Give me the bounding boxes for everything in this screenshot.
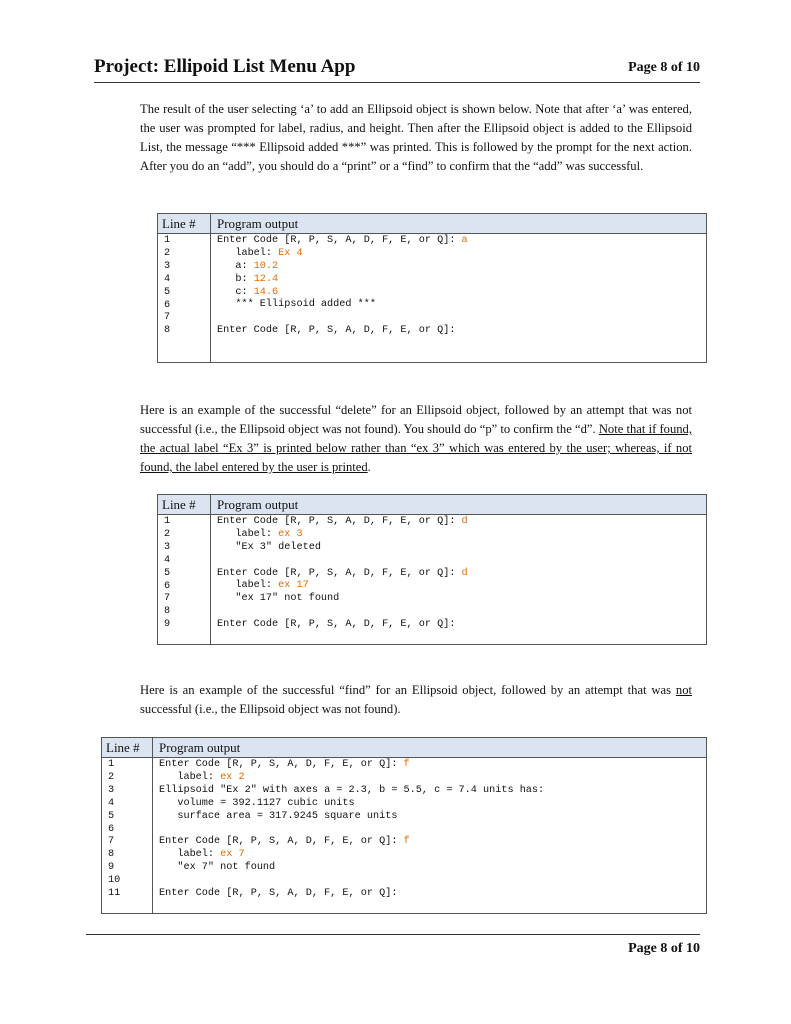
paragraph-text-underlined: Note that if found, the actual label “Ex 3” is printed below rather than “ex 3” which was entered by the user; whereas, if not found, the label entered by the user is printed — [140, 422, 692, 474]
user-input-text: ex 3 — [278, 528, 303, 540]
user-input-text: d — [461, 516, 468, 527]
output-line — [217, 580, 468, 593]
output-text: Enter Code [R, P, S, A, D, F, E, or Q]: — [159, 836, 404, 848]
table-header — [102, 738, 706, 758]
output-text: b: — [217, 273, 254, 285]
output-line — [217, 248, 468, 261]
paragraph-find-description — [140, 681, 692, 719]
output-table-find — [101, 737, 707, 914]
output-text: Ellipsoid "Ex 2" with axes a = 2.3, b = 5.5, c = 7.4 units has: — [159, 784, 545, 796]
output-line — [159, 836, 544, 849]
user-input-text: f — [403, 759, 410, 770]
user-input-text: ex 17 — [278, 580, 309, 592]
output-line — [217, 606, 468, 619]
line-numbers: 1 2 3 4 5 6 7 8 9 — [164, 516, 171, 631]
output-text: Enter Code [R, P, S, A, D, F, E, or Q]: — [217, 325, 456, 337]
output-line — [159, 811, 544, 824]
output-line — [217, 542, 468, 555]
page-header — [94, 56, 700, 83]
output-line — [159, 798, 544, 811]
user-input-text: d — [461, 567, 468, 579]
table-header — [158, 495, 706, 515]
line-numbers: 1 2 3 4 5 6 7 8 9 10 11 — [108, 759, 121, 900]
paragraph-text: The result of the user selecting ‘a’ to add an Ellipsoid object is shown below. Note that after ‘a’ was entered, the user was prompted for label, radius, and height. Then after the Ellipsoid object is added to the Ellipsoid List, the message “*** Ellipsoid added ***” was printed. This is followed by the prompt for the next action. After you do an “add”, you should do a “print” or a “find” to confirm that the “add” was successful. — [140, 102, 692, 173]
output-text: *** Ellipsoid added *** — [217, 299, 376, 311]
output-line — [217, 325, 468, 338]
program-output — [217, 516, 468, 632]
paragraph-text-end: . — [367, 460, 371, 474]
output-line — [159, 888, 544, 901]
output-line — [159, 849, 544, 862]
paragraph-text-underlined: not — [675, 683, 692, 697]
paragraph-text-plain: Here is an example of the successful “delete” for an Ellipsoid object, followed by an attempt that was not successful (i.e., the Ellipsoid object was not found). You should do “p” to confirm the “d”. — [140, 403, 692, 436]
output-table-add — [157, 213, 707, 363]
user-input-text: 14.6 — [253, 286, 279, 298]
output-line — [217, 529, 468, 542]
output-line — [217, 274, 468, 287]
output-line — [217, 568, 468, 581]
output-text: label: — [217, 528, 279, 540]
output-line — [217, 312, 468, 325]
paragraph-text-before: Here is an example of the successful “find” for an Ellipsoid object, followed by an attempt that was — [140, 683, 676, 697]
output-text: Enter Code [R, P, S, A, D, F, E, or Q]: — [217, 619, 456, 631]
output-line — [159, 772, 544, 785]
output-line — [217, 593, 468, 606]
page-footer — [86, 934, 700, 956]
user-input-text: ex 7 — [220, 849, 245, 861]
user-input-text: f — [403, 836, 410, 848]
user-input-text: 12.4 — [253, 273, 279, 285]
output-table-delete — [157, 494, 707, 645]
output-text: "Ex 3" deleted — [217, 541, 321, 553]
output-line — [159, 785, 544, 798]
paragraph-delete-description — [140, 401, 692, 477]
column-header-output: Program output — [217, 497, 299, 512]
user-input-text: 10.2 — [253, 260, 279, 272]
footer-page-number: Page 8 of 10 — [628, 941, 700, 956]
output-text: c: — [217, 286, 254, 298]
output-text: label: — [159, 771, 221, 783]
output-text: "ex 17" not found — [217, 593, 340, 605]
line-numbers: 1 2 3 4 5 6 7 8 — [164, 235, 171, 337]
program-output — [159, 759, 544, 901]
column-divider — [210, 495, 211, 644]
output-text: label: — [217, 580, 279, 592]
table-header — [158, 214, 706, 234]
output-line — [217, 261, 468, 274]
output-line — [159, 759, 544, 772]
output-line — [217, 516, 468, 529]
output-text: label: — [159, 849, 221, 861]
document-title: Project: Ellipoid List Menu App — [94, 56, 356, 77]
column-header-output: Program output — [217, 216, 299, 231]
output-line — [217, 287, 468, 300]
output-text: a: — [217, 260, 254, 272]
program-output — [217, 235, 468, 338]
paragraph-add-description — [140, 100, 692, 176]
paragraph-text — [140, 401, 692, 477]
output-text: surface area = 317.9245 square units — [159, 810, 398, 822]
column-header-line: Line # — [106, 740, 140, 755]
column-header-line: Line # — [162, 216, 196, 231]
output-text: Enter Code [R, P, S, A, D, F, E, or Q]: — [217, 516, 462, 527]
output-text: Enter Code [R, P, S, A, D, F, E, or Q]: — [217, 235, 462, 246]
output-text: Enter Code [R, P, S, A, D, F, E, or Q]: — [159, 887, 398, 899]
column-divider — [152, 738, 153, 913]
output-line — [217, 235, 468, 248]
output-text: volume = 392.1127 cubic units — [159, 797, 355, 809]
output-text: Enter Code [R, P, S, A, D, F, E, or Q]: — [217, 567, 462, 579]
output-text: label: — [217, 247, 279, 259]
page-number: Page 8 of 10 — [628, 60, 700, 75]
output-text: Enter Code [R, P, S, A, D, F, E, or Q]: — [159, 759, 404, 770]
paragraph-text — [140, 681, 692, 719]
output-line — [217, 619, 468, 632]
column-header-line: Line # — [162, 497, 196, 512]
column-header-output: Program output — [159, 740, 241, 755]
output-line — [217, 299, 468, 312]
output-line — [159, 875, 544, 888]
output-text: "ex 7" not found — [159, 862, 276, 874]
paragraph-text-after: successful (i.e., the Ellipsoid object was not found). — [140, 702, 401, 716]
output-line — [159, 862, 544, 875]
output-line — [217, 555, 468, 568]
output-line — [159, 823, 544, 836]
user-input-text: ex 2 — [220, 771, 245, 783]
user-input-text: a — [461, 235, 468, 246]
user-input-text: Ex 4 — [278, 247, 303, 259]
column-divider — [210, 214, 211, 362]
